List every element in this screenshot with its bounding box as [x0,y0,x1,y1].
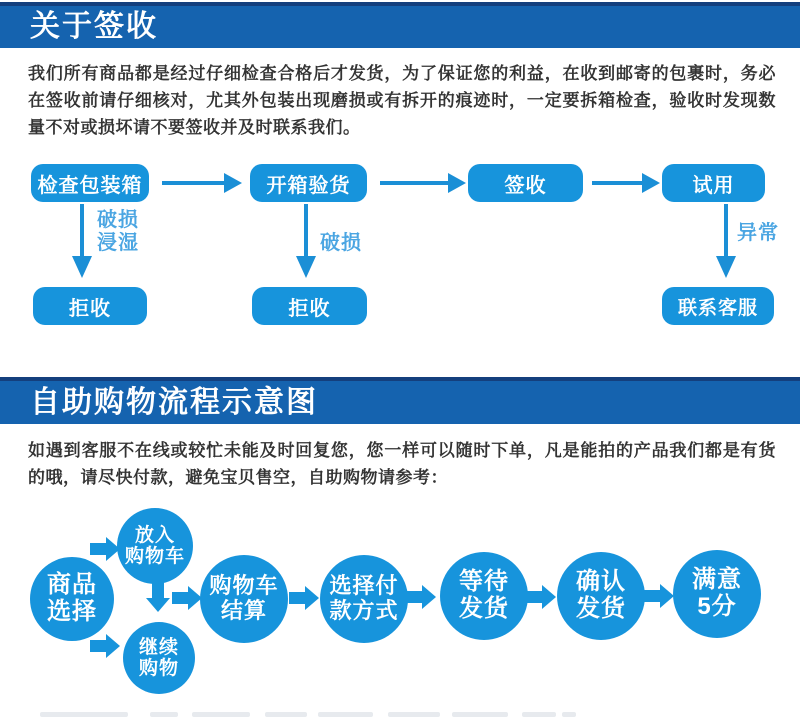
circle-text-line: 商品 [47,571,97,599]
block-arrow-right-icon [526,585,556,609]
circle-text-line: 购物车 [124,546,185,567]
branch-label-line: 破损 [97,209,139,231]
cutoff-content-remnant [265,712,307,717]
circle-continue-shopping [123,622,195,694]
section2-title: 自助购物流程示意图 [30,386,318,419]
circle-text-line: 选择付 [329,573,399,599]
circle-select-product [30,557,114,641]
circle-text-line: 5分 [697,593,737,620]
block-arrow-right-icon [644,584,674,608]
block-arrow-right-icon [289,586,319,610]
step-sign: 签收 [468,164,583,202]
section1-title: 关于签收 [30,10,158,43]
cutoff-content-remnant [192,712,250,717]
section2-header-banner [0,377,800,424]
step-reject-1: 拒收 [33,287,147,325]
circle-confirm-shipping [557,552,645,640]
branch-label-damage-wet [97,209,139,255]
block-arrow-right-icon [90,634,120,658]
circle-text-line: 款方式 [329,598,399,623]
circle-add-to-cart [117,508,193,584]
branch-label-damage: 破损 [320,232,362,254]
circle-text-line: 等待 [459,568,509,596]
cutoff-content-remnant [522,712,556,717]
arrow-down-icon [304,204,308,256]
section2-paragraph: 如遇到客服不在线或较忙未能及时回复您，您一样可以随时下单，凡是能拍的产品我们都是有货的哦，请尽快付款，避免宝贝售空，自助购物请参考： [28,441,776,487]
cutoff-content-remnant [150,712,178,717]
block-arrow-right-icon [90,537,120,561]
circle-text-line: 继续 [138,636,179,658]
block-arrow-down-icon [146,582,170,612]
section1-header-banner [0,2,800,48]
circle-text-line: 结算 [220,598,267,623]
circle-text-line: 确认 [576,568,626,596]
arrow-down-icon [80,204,84,256]
circle-await-shipping [440,552,528,640]
branch-label-line: 浸湿 [97,232,139,254]
arrow-right-icon [592,181,642,185]
circle-cart-checkout [200,555,288,643]
circle-text-line: 发货 [459,595,509,622]
cutoff-content-remnant [318,712,373,717]
circle-payment-method [320,555,408,643]
circle-text-line: 购物车 [209,573,279,599]
circle-satisfied-rating [673,550,761,638]
step-reject-2: 拒收 [252,287,367,325]
block-arrow-right-icon [406,585,436,609]
circle-text-line: 购物 [138,658,179,679]
circle-text-line: 发货 [576,595,626,622]
step-contact-service: 联系客服 [662,287,774,325]
section1-paragraph: 我们所有商品都是经过仔细检查合格后才发货，为了保证您的利益，在收到邮寄的包裹时，务必在签收前请仔细核对，尤其外包装出现磨损或有拆开的痕迹时，一定要拆箱检查，验收时发现数量不对或损坏请不要签收并及时联系我们。 [28,64,776,137]
circle-text-line: 满意 [692,566,742,594]
branch-label-abnormal: 异常 [737,222,779,244]
cutoff-content-remnant [562,712,576,717]
circle-text-line: 选择 [47,598,97,625]
step-check-package: 检查包装箱 [31,164,149,202]
step-open-inspect: 开箱验货 [250,164,367,202]
cutoff-content-remnant [452,712,508,717]
step-trial: 试用 [662,164,765,202]
block-arrow-right-icon [172,586,202,610]
arrow-right-icon [162,181,224,185]
cutoff-content-remnant [388,712,440,717]
arrow-down-icon [724,204,728,256]
arrow-right-icon [380,181,448,185]
cutoff-content-remnant [40,712,128,717]
circle-text-line: 放入 [134,524,175,546]
